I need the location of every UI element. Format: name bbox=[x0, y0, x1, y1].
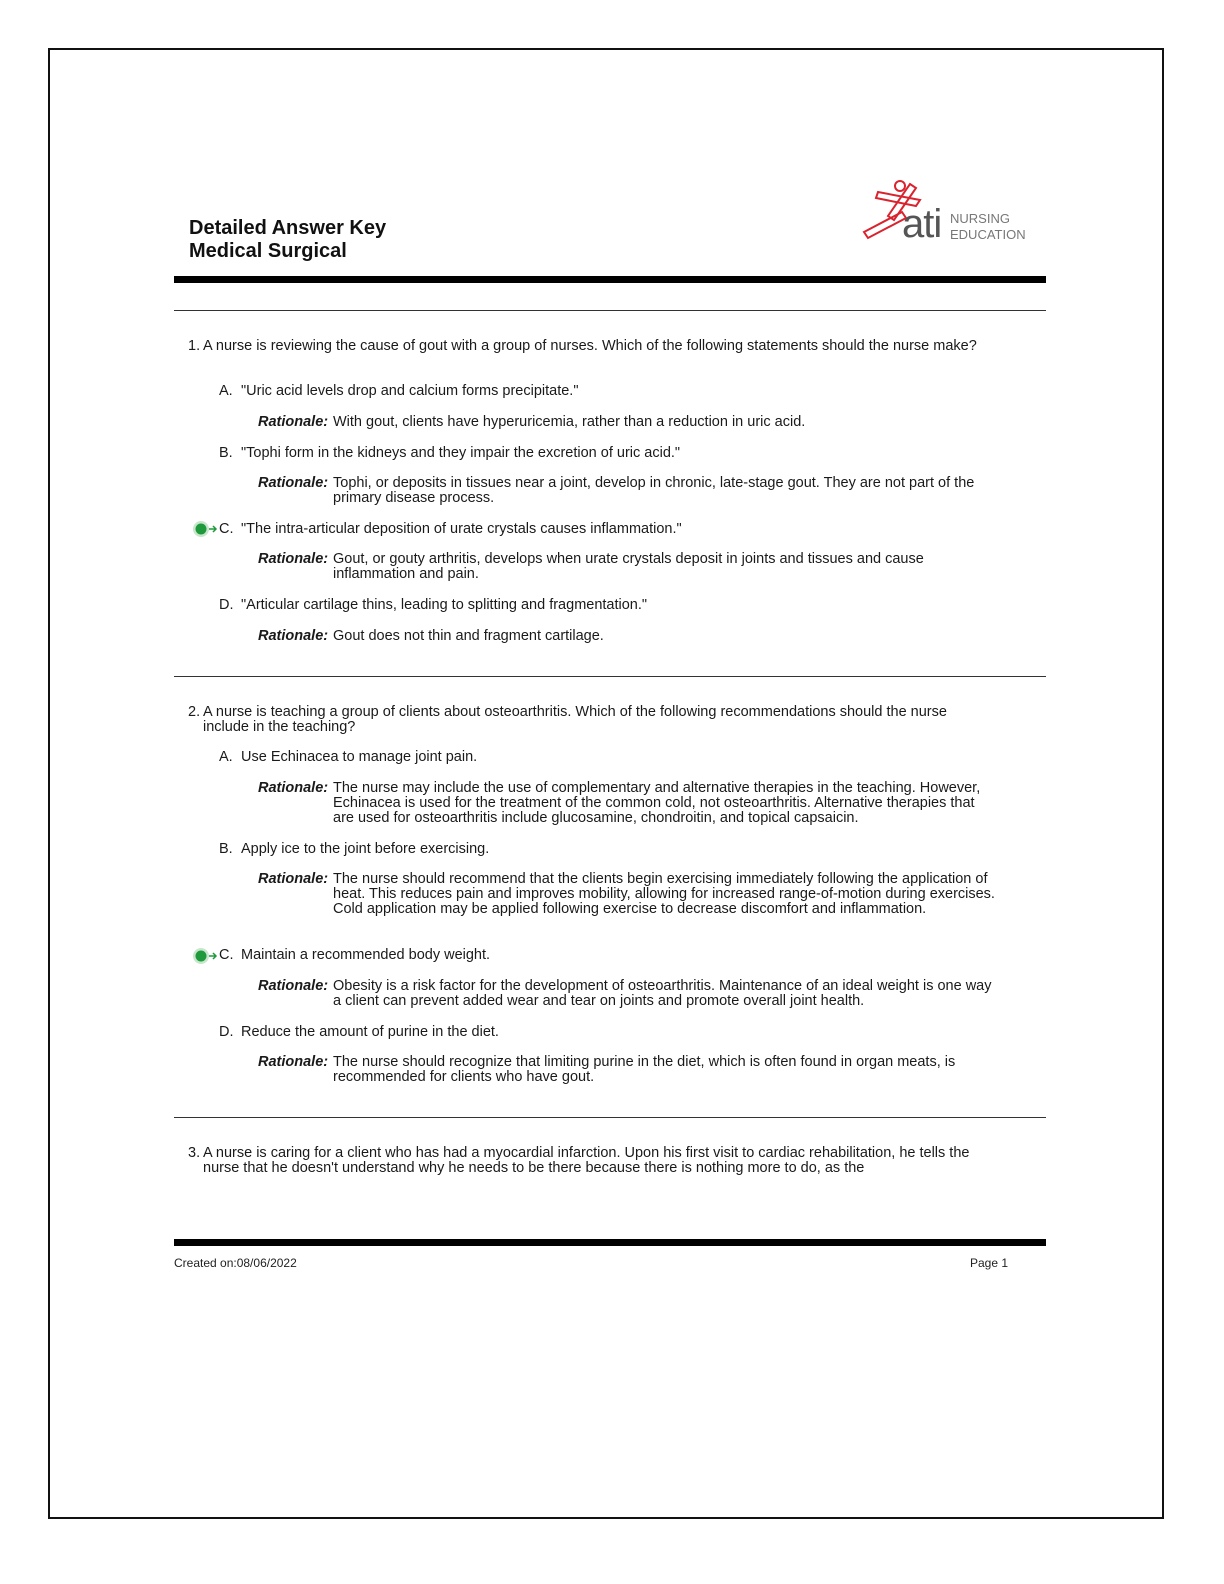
option-text: Reduce the amount of purine in the diet. bbox=[241, 1024, 499, 1040]
question-text: A nurse is teaching a group of clients about osteoarthritis. Which of the following recommendations should the nurse include in the teaching? bbox=[203, 704, 947, 735]
option-letter: D. bbox=[219, 1024, 234, 1040]
correct-answer-icon bbox=[191, 947, 219, 965]
option-2c bbox=[219, 948, 979, 963]
title-line-2: Medical Surgical bbox=[189, 240, 347, 262]
option-2a bbox=[219, 750, 979, 765]
question-1 bbox=[188, 339, 988, 354]
correct-answer-icon bbox=[191, 520, 219, 538]
rationale-label: Rationale: bbox=[258, 414, 329, 430]
logo-sub-2: EDUCATION bbox=[950, 227, 1026, 242]
rationale-label: Rationale: bbox=[258, 475, 329, 491]
option-2b bbox=[219, 842, 979, 857]
option-text: "The intra-articular deposition of urate crystals causes inflammation." bbox=[241, 521, 682, 537]
section-divider bbox=[174, 676, 1046, 677]
page-number: Page 1 bbox=[970, 1256, 1009, 1270]
rationale-2d bbox=[258, 1055, 998, 1085]
option-letter: C. bbox=[219, 947, 234, 963]
option-text: "Uric acid levels drop and calcium forms precipitate." bbox=[241, 383, 579, 399]
option-2d bbox=[219, 1025, 979, 1040]
rationale-label: Rationale: bbox=[258, 628, 329, 644]
option-text: "Articular cartilage thins, leading to splitting and fragmentation." bbox=[241, 597, 648, 613]
rationale-text: Tophi, or deposits in tissues near a joint, develop in chronic, late-stage gout. They are not part of the primary disease process. bbox=[333, 475, 975, 506]
option-letter: B. bbox=[219, 445, 233, 461]
option-letter: A. bbox=[219, 749, 233, 765]
rationale-2b bbox=[258, 872, 998, 917]
rationale-2c bbox=[258, 979, 998, 1009]
question-number: 1. bbox=[188, 338, 201, 354]
rationale-2a bbox=[258, 781, 998, 826]
option-1a bbox=[219, 384, 979, 399]
rationale-1a bbox=[258, 415, 998, 430]
question-2 bbox=[188, 705, 988, 735]
rationale-label: Rationale: bbox=[258, 871, 329, 887]
question-text: A nurse is reviewing the cause of gout with a group of nurses. Which of the following statements should the nurse make? bbox=[203, 338, 977, 354]
footer-rule bbox=[174, 1239, 1046, 1246]
rationale-text: Gout does not thin and fragment cartilage. bbox=[333, 628, 604, 644]
question-text: A nurse is caring for a client who has had a myocardial infarction. Upon his first visit to cardiac rehabilitation, he tells the nurse that he doesn't understand why he needs to be there because there is nothing more to do, as the bbox=[203, 1145, 970, 1176]
ati-logo bbox=[858, 176, 1028, 248]
rationale-text: Obesity is a risk factor for the development of osteoarthritis. Maintenance of an ideal weight is one way a client can prevent added wear and tear on joints and promote overall joint health. bbox=[333, 978, 992, 1009]
title-line-1: Detailed Answer Key bbox=[189, 217, 387, 239]
option-text: Apply ice to the joint before exercising. bbox=[241, 841, 490, 857]
rationale-text: With gout, clients have hyperuricemia, rather than a reduction in uric acid. bbox=[333, 414, 806, 430]
rationale-1b bbox=[258, 476, 998, 506]
section-divider bbox=[174, 310, 1046, 311]
rationale-text: Gout, or gouty arthritis, develops when urate crystals deposit in joints and tissues and cause inflammation and pain. bbox=[333, 551, 924, 582]
option-letter: D. bbox=[219, 597, 234, 613]
header-rule bbox=[174, 276, 1046, 283]
option-1c bbox=[219, 522, 979, 537]
option-1b bbox=[219, 446, 979, 461]
rationale-label: Rationale: bbox=[258, 978, 329, 994]
option-1d bbox=[219, 598, 979, 613]
question-number: 3. bbox=[188, 1145, 201, 1161]
rationale-label: Rationale: bbox=[258, 551, 329, 567]
page-title bbox=[189, 217, 386, 263]
option-letter: A. bbox=[219, 383, 233, 399]
option-text: "Tophi form in the kidneys and they impair the excretion of uric acid." bbox=[241, 445, 681, 461]
rationale-1d bbox=[258, 629, 998, 644]
option-text: Maintain a recommended body weight. bbox=[241, 947, 491, 963]
logo-word: ati bbox=[902, 202, 942, 246]
option-letter: B. bbox=[219, 841, 233, 857]
created-date: Created on:08/06/2022 bbox=[174, 1256, 297, 1270]
rationale-text: The nurse may include the use of complementary and alternative therapies in the teaching. However, Echinacea is used for the treatment of the common cold, not osteoarthritis. Alternative therapies that are used for osteoarthritis include glucosamine, chondroitin, and topical capsaicin. bbox=[333, 780, 981, 826]
question-number: 2. bbox=[188, 704, 201, 720]
question-3 bbox=[188, 1146, 988, 1176]
logo-sub-1: NURSING bbox=[950, 211, 1010, 226]
section-divider bbox=[174, 1117, 1046, 1118]
rationale-label: Rationale: bbox=[258, 780, 329, 796]
rationale-1c bbox=[258, 552, 998, 582]
option-letter: C. bbox=[219, 521, 234, 537]
rationale-label: Rationale: bbox=[258, 1054, 329, 1070]
rationale-text: The nurse should recommend that the clients begin exercising immediately following the application of heat. This reduces pain and improves mobility, allowing for increased range-of-motion during exercises. Cold application may be applied following exercise to decrease discomfort and inflammation. bbox=[333, 871, 995, 917]
option-text: Use Echinacea to manage joint pain. bbox=[241, 749, 478, 765]
rationale-text: The nurse should recognize that limiting purine in the diet, which is often found in organ meats, is recommended for clients who have gout. bbox=[333, 1054, 956, 1085]
